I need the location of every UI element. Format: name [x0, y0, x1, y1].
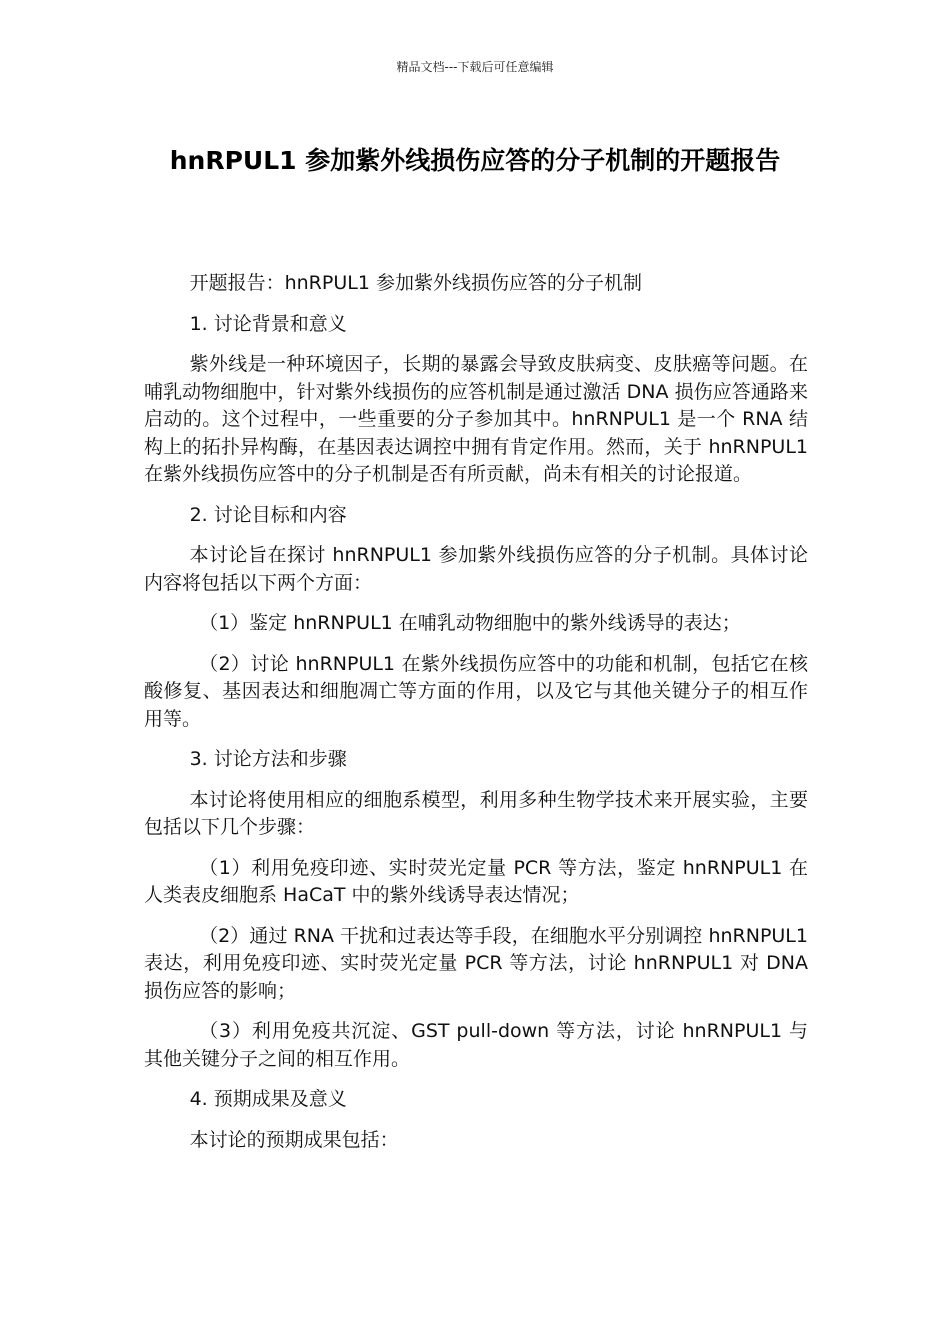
section-heading-methods: 3. 讨论方法和步骤: [189, 748, 347, 770]
section-heading-goals: 2. 讨论目标和内容: [189, 503, 347, 526]
section-heading-outcomes: 4. 预期成果及意义: [189, 1088, 347, 1110]
goal-item-2: （2）讨论 hnRNPUL1 在紫外线损伤应答中的功能和机制，包括它在核酸修复、基因表达和细胞凋亡等方面的作用，以及它与其他关键分子的相互作用等。: [144, 652, 808, 730]
outcomes-paragraph: 本讨论的预期成果包括：: [189, 1128, 399, 1151]
method-step-1: （1）利用免疫印迹、实时荧光定量 PCR 等方法，鉴定 hnRNPUL1 在人类表皮细胞系 HaCaT 中的紫外线诱导表达情况；: [144, 856, 808, 906]
method-step-3: （3）利用免疫共沉淀、GST pull-down 等方法，讨论 hnRNPUL1 与其他关键分子之间的相互作用。: [144, 1020, 808, 1070]
document-title: hnRPUL1 参加紫外线损伤应答的分子机制的开题报告: [169, 146, 781, 175]
section-heading-background: 1. 讨论背景和意义: [189, 312, 347, 335]
background-paragraph: 紫外线是一种环境因子，长期的暴露会导致皮肤病变、皮肤癌等问题。在哺乳动物细胞中，针对紫外线损伤的应答机制是通过激活 DNA 损伤应答通路来启动的。这个过程中，一些重要的分子参加其中。hnRNPUL1 是一个 RNA 结构上的拓扑异构酶，在基因表达调控中拥有肯定作用。然而，关于 hnRNPUL1 在紫外线损伤应答中的分子机制是否有所贡献，尚未有相关的讨论报道。: [144, 353, 809, 485]
header-note: 精品文档---下载后可任意编辑: [396, 60, 554, 74]
goals-paragraph: 本讨论旨在探讨 hnRNPUL1 参加紫外线损伤应答的分子机制。具体讨论内容将包括以下两个方面：: [144, 544, 808, 594]
document-body: [144, 270, 808, 1154]
method-step-2: （2）通过 RNA 干扰和过表达等手段，在细胞水平分别调控 hnRNPUL1 表达，利用免疫印迹、实时荧光定量 PCR 等方法，讨论 hnRNPUL1 对 DNA 损伤应答的影响；: [144, 924, 808, 1002]
goal-item-1: （1）鉴定 hnRNPUL1 在哺乳动物细胞中的紫外线诱导的表达；: [199, 612, 741, 634]
intro-line: 开题报告：hnRPUL1 参加紫外线损伤应答的分子机制: [189, 272, 642, 294]
methods-paragraph: 本讨论将使用相应的细胞系模型，利用多种生物学技术来开展实验，主要包括以下几个步骤：: [144, 788, 808, 838]
